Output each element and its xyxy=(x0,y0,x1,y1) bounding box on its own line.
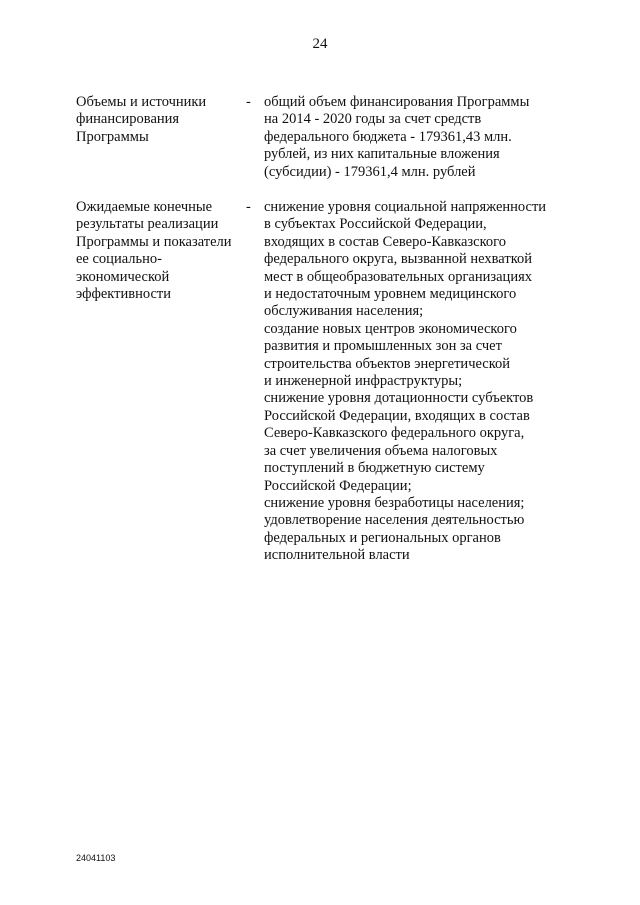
label-line: эффективности xyxy=(76,286,171,303)
value-line: и недостаточным уровнем медицинского xyxy=(264,286,517,303)
value-line: рублей, из них капитальные вложения xyxy=(264,146,500,163)
value-line: Северо-Кавказского федерального округа, xyxy=(264,425,525,442)
value-line: за счет увеличения объема налоговых xyxy=(264,442,498,459)
value-line: в субъектах Российской Федерации, xyxy=(264,216,487,233)
value-line: общий объем финансирования Программы xyxy=(264,94,530,110)
value-line: мест в общеобразовательных организациях xyxy=(264,268,532,285)
document-code: 24041103 xyxy=(76,853,116,863)
label-line: Программы xyxy=(76,128,149,145)
label-line: Объемы и источники xyxy=(76,94,207,110)
label-line: Программы и показатели xyxy=(76,233,232,250)
value-line: (субсидии) - 179361,4 млн. рублей xyxy=(264,163,476,180)
value-line: обслуживания населения; xyxy=(264,303,424,320)
label-line: ее социально- xyxy=(76,251,162,268)
value-line: снижение уровня дотационности субъектов xyxy=(264,390,534,407)
value-line: удовлетворение населения деятельностью xyxy=(264,512,525,529)
value-line: строительства объектов энергетической xyxy=(264,355,511,372)
value-line: Российской Федерации, входящих в состав xyxy=(264,407,530,424)
label-line: экономической xyxy=(76,268,170,285)
value-line: поступлений в бюджетную систему xyxy=(264,460,485,477)
value-line: и инженерной инфраструктуры; xyxy=(264,373,463,390)
value-line: федерального округа, вызванной нехваткой xyxy=(264,251,533,268)
label-line: результаты реализации xyxy=(76,216,219,233)
results-value xyxy=(264,199,584,565)
value-line: развития и промышленных зон за счет xyxy=(264,338,502,355)
funding-label xyxy=(76,94,236,146)
label-line: финансирования xyxy=(76,111,180,128)
dash-separator: - xyxy=(246,94,251,110)
value-line: Российской Федерации; xyxy=(264,477,412,494)
page-number: 24 xyxy=(312,36,328,52)
label-line: Ожидаемые конечные xyxy=(76,199,213,215)
value-line: входящих в состав Северо-Кавказского xyxy=(264,233,506,250)
value-line: создание новых центров экономического xyxy=(264,320,517,337)
results-label xyxy=(76,199,236,303)
dash-separator: - xyxy=(246,199,251,215)
value-line: снижение уровня социальной напряженности xyxy=(264,199,547,215)
value-line: на 2014 - 2020 годы за счет средств xyxy=(264,111,482,128)
funding-value xyxy=(264,94,584,181)
value-line: снижение уровня безработицы населения; xyxy=(264,494,525,511)
value-line: исполнительной власти xyxy=(264,547,410,564)
value-line: федеральных и региональных органов xyxy=(264,529,501,546)
value-line: федерального бюджета - 179361,43 млн. xyxy=(264,128,512,145)
